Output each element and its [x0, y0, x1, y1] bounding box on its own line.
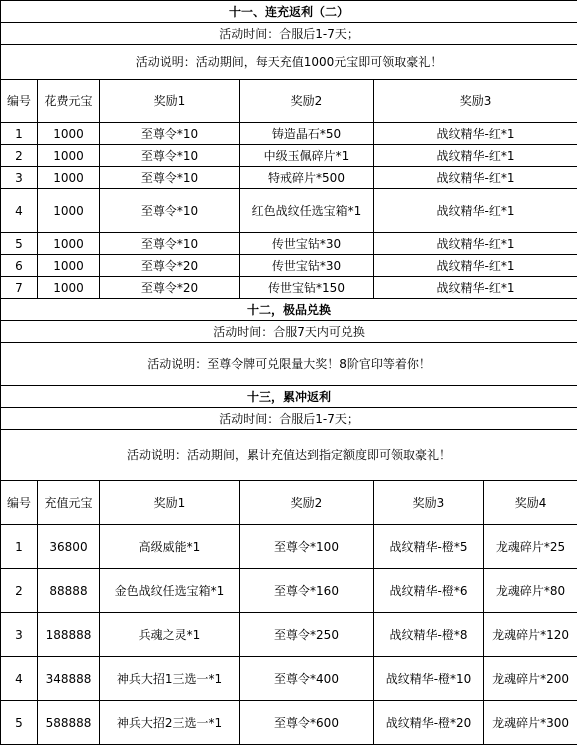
table-cell: 5 — [1, 701, 38, 745]
table-cell: 1000 — [38, 277, 100, 299]
s11-header-cell: 奖励2 — [240, 80, 374, 123]
table-cell: 金色战纹任选宝箱*1 — [100, 569, 240, 613]
s13-header-cell: 奖励3 — [374, 481, 484, 525]
s12-desc: 活动说明：至尊令牌可兑限量大奖！8阶官印等着你！ — [1, 343, 577, 386]
table-cell: 6 — [1, 255, 38, 277]
table-row — [1, 525, 577, 569]
s11-time: 活动时间：合服后1-7天； — [1, 23, 577, 45]
table-cell: 至尊令*10 — [100, 145, 240, 167]
table-cell: 1000 — [38, 145, 100, 167]
table-cell: 3 — [1, 167, 38, 189]
s11-header-cell: 编号 — [1, 80, 38, 123]
table-row — [1, 701, 577, 745]
table-cell: 传世宝钻*150 — [240, 277, 374, 299]
table-cell: 2 — [1, 569, 38, 613]
table-cell: 至尊令*20 — [100, 277, 240, 299]
table-cell: 1000 — [38, 233, 100, 255]
table-cell: 1 — [1, 123, 38, 145]
table-cell: 至尊令*600 — [240, 701, 374, 745]
s12-title: 十二，极品兑换 — [1, 299, 577, 321]
table-cell: 至尊令*100 — [240, 525, 374, 569]
s13-header-cell: 奖励4 — [484, 481, 577, 525]
table-cell: 战纹精华-红*1 — [374, 277, 577, 299]
table-cell: 传世宝钻*30 — [240, 255, 374, 277]
table-cell: 88888 — [38, 569, 100, 613]
s12-time: 活动时间：合服7天内可兑换 — [1, 321, 577, 343]
s13-header-cell: 编号 — [1, 481, 38, 525]
table-cell: 战纹精华-橙*6 — [374, 569, 484, 613]
table-cell: 战纹精华-红*1 — [374, 167, 577, 189]
s13-desc: 活动说明：活动期间，累计充值达到指定额度即可领取豪礼！ — [1, 430, 577, 481]
table-cell: 1000 — [38, 167, 100, 189]
table-cell: 战纹精华-红*1 — [374, 189, 577, 233]
table-cell: 战纹精华-红*1 — [374, 123, 577, 145]
s13-title: 十三，累冲返利 — [1, 386, 577, 408]
table-cell: 战纹精华-红*1 — [374, 145, 577, 167]
table-cell: 至尊令*10 — [100, 233, 240, 255]
table-cell: 至尊令*160 — [240, 569, 374, 613]
table-row — [1, 189, 577, 233]
table-row — [1, 123, 577, 145]
table-cell: 至尊令*10 — [100, 167, 240, 189]
table-cell: 1000 — [38, 123, 100, 145]
table-cell: 战纹精华-橙*20 — [374, 701, 484, 745]
table-cell: 战纹精华-红*1 — [374, 255, 577, 277]
table-row — [1, 255, 577, 277]
table-cell: 红色战纹任选宝箱*1 — [240, 189, 374, 233]
table-cell: 龙魂碎片*25 — [484, 525, 577, 569]
table-cell: 龙魂碎片*80 — [484, 569, 577, 613]
s11-desc: 活动说明：活动期间，每天充值1000元宝即可领取豪礼！ — [1, 45, 577, 80]
table-cell: 4 — [1, 189, 38, 233]
table-cell: 传世宝钻*30 — [240, 233, 374, 255]
table-cell: 中级玉佩碎片*1 — [240, 145, 374, 167]
s13-header-cell: 充值元宝 — [38, 481, 100, 525]
table-cell: 战纹精华-橙*5 — [374, 525, 484, 569]
table-cell: 3 — [1, 613, 38, 657]
table-row — [1, 613, 577, 657]
table-cell: 神兵大招2三选一*1 — [100, 701, 240, 745]
table-cell: 5 — [1, 233, 38, 255]
table-cell: 至尊令*400 — [240, 657, 374, 701]
table-cell: 神兵大招1三选一*1 — [100, 657, 240, 701]
table-cell: 至尊令*20 — [100, 255, 240, 277]
table-cell: 1000 — [38, 255, 100, 277]
table-cell: 2 — [1, 145, 38, 167]
table-cell: 至尊令*10 — [100, 189, 240, 233]
table-cell: 36800 — [38, 525, 100, 569]
table-cell: 龙魂碎片*120 — [484, 613, 577, 657]
s11-title: 十一、连充返利（二） — [1, 1, 577, 23]
table-cell: 7 — [1, 277, 38, 299]
table-row — [1, 657, 577, 701]
s11-header-cell: 花费元宝 — [38, 80, 100, 123]
table-row — [1, 569, 577, 613]
table-cell: 348888 — [38, 657, 100, 701]
table-cell: 1 — [1, 525, 38, 569]
table-cell: 战纹精华-橙*8 — [374, 613, 484, 657]
table-cell: 至尊令*10 — [100, 123, 240, 145]
table-cell: 高级威能*1 — [100, 525, 240, 569]
table-cell: 铸造晶石*50 — [240, 123, 374, 145]
table-row — [1, 233, 577, 255]
table-cell: 兵魂之灵*1 — [100, 613, 240, 657]
table-cell: 战纹精华-橙*10 — [374, 657, 484, 701]
table-cell: 588888 — [38, 701, 100, 745]
table-cell: 龙魂碎片*300 — [484, 701, 577, 745]
s11-header-cell: 奖励3 — [374, 80, 577, 123]
s13-time: 活动时间：合服后1-7天； — [1, 408, 577, 430]
table-row — [1, 167, 577, 189]
table-cell: 龙魂碎片*200 — [484, 657, 577, 701]
table-cell: 4 — [1, 657, 38, 701]
table-cell: 1000 — [38, 189, 100, 233]
table-row — [1, 277, 577, 299]
s13-header-cell: 奖励2 — [240, 481, 374, 525]
table-cell: 188888 — [38, 613, 100, 657]
table-cell: 战纹精华-红*1 — [374, 233, 577, 255]
s13-header-row — [1, 481, 577, 525]
table-cell: 特戒碎片*500 — [240, 167, 374, 189]
s11-header-cell: 奖励1 — [100, 80, 240, 123]
table-cell: 至尊令*250 — [240, 613, 374, 657]
s11-header-row — [1, 80, 577, 123]
s13-header-cell: 奖励1 — [100, 481, 240, 525]
table-row — [1, 145, 577, 167]
